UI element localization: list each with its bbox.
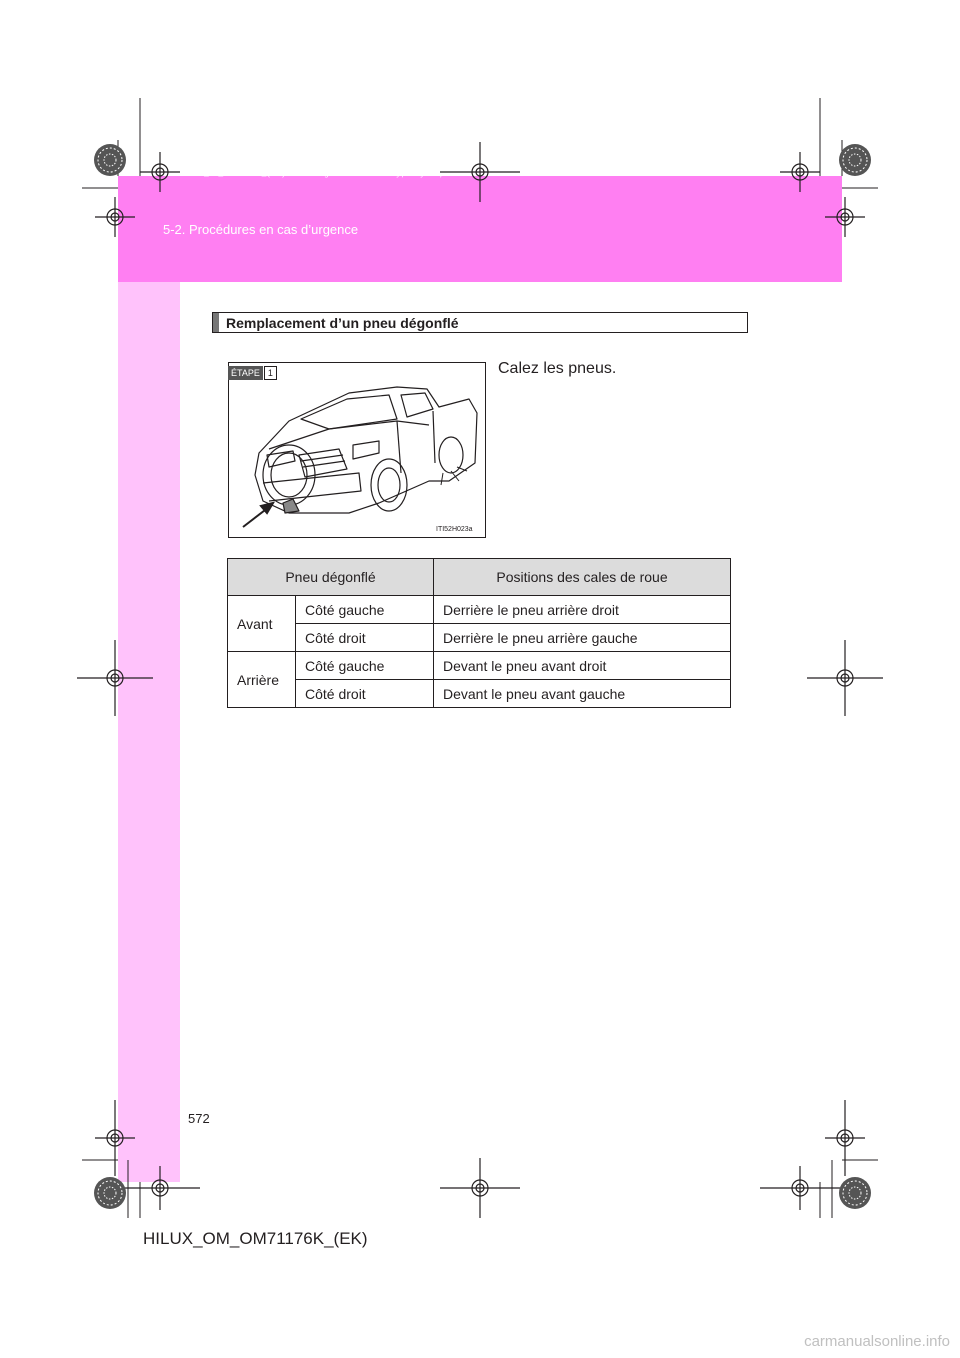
section-title: Remplacement d’un pneu dégonflé bbox=[226, 315, 459, 331]
pickup-truck-drawing bbox=[229, 363, 485, 537]
table-cell-side: Côté droit bbox=[296, 680, 434, 708]
title-accent bbox=[213, 313, 219, 332]
footer-code: HILUX_OM_OM71176K_(EK) bbox=[143, 1229, 368, 1248]
table-row bbox=[228, 596, 731, 624]
table-cell-side: Côté gauche bbox=[296, 652, 434, 680]
table-cell-side: Côté gauche bbox=[296, 596, 434, 624]
table-group-front: Avant bbox=[228, 596, 296, 652]
book-stamp: HILUX_OM_OM71176K_(EK).book Page 572 Wednesday, May 16, 2012 2:32 PM bbox=[180, 170, 507, 179]
step-badge-number: 1 bbox=[264, 366, 277, 380]
table-header-row bbox=[228, 559, 731, 596]
table-cell-position: Devant le pneu avant gauche bbox=[434, 680, 731, 708]
figure-code: ITI52H023a bbox=[436, 526, 473, 533]
wheel-chock-table bbox=[227, 558, 731, 708]
table-cell-position: Devant le pneu avant droit bbox=[434, 652, 731, 680]
section-title-bar bbox=[212, 312, 748, 333]
table-cell-position: Derrière le pneu arrière droit bbox=[434, 596, 731, 624]
table-group-rear: Arrière bbox=[228, 652, 296, 708]
table-cell-position: Derrière le pneu arrière gauche bbox=[434, 624, 731, 652]
step-badge-label: ÉTAPE bbox=[228, 366, 263, 380]
table-row bbox=[228, 680, 731, 708]
watermark: carmanualsonline.info bbox=[804, 1333, 950, 1350]
table-cell-side: Côté droit bbox=[296, 624, 434, 652]
table-row bbox=[228, 652, 731, 680]
step-text: Calez les pneus. bbox=[498, 360, 617, 377]
table-header-chock-positions: Positions des cales de roue bbox=[434, 559, 731, 596]
step-badge bbox=[228, 366, 277, 380]
table-header-flat-tire: Pneu dégonflé bbox=[228, 559, 434, 596]
truck-illustration bbox=[228, 362, 486, 538]
table-row bbox=[228, 624, 731, 652]
section-header: 5-2. Procédures en cas d’urgence bbox=[163, 222, 359, 237]
page-number: 572 bbox=[188, 1111, 210, 1126]
